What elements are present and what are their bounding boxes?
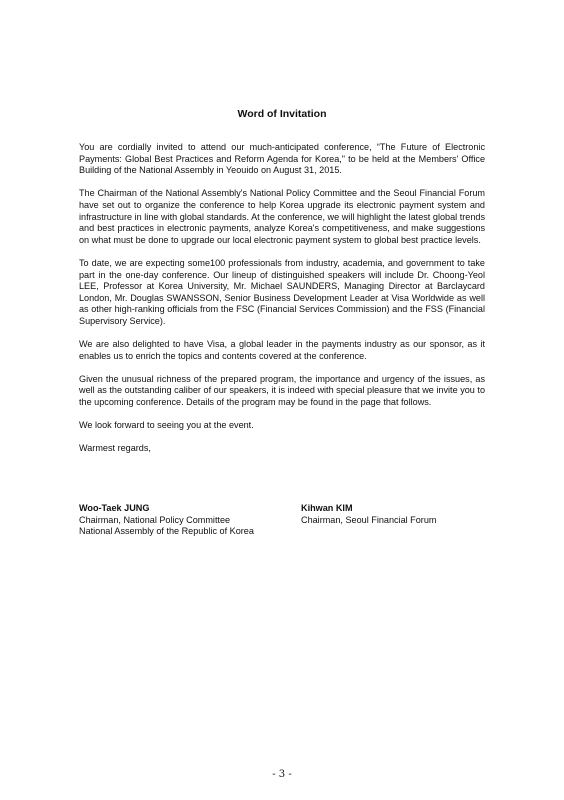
paragraph-closing: We look forward to seeing you at the event. bbox=[79, 420, 254, 431]
signatory-organization: National Assembly of the Republic of Korea bbox=[79, 526, 254, 537]
signatory-name: Woo-Taek JUNG bbox=[79, 503, 150, 513]
paragraph-purpose: The Chairman of the National Assembly's National Policy Committee and the Seoul Financial Forum have set out to organize the conference to help Korea upgrade its electronic payment system and infrastructure in line with global standards. At the conference, we will highlight the latest global trends and best practices in electronic payments, analyze Korea's competitiveness, and make suggestions on what must be done to upgrade our local electronic payment system to global best practice levels. bbox=[79, 188, 485, 245]
signatory-jung bbox=[79, 503, 254, 538]
paragraph-intro: You are cordially invited to attend our much-anticipated conference, “The Future of Electronic Payments: Global Best Practices and Reform Agenda for Korea," to be held at the Members' Office Building of the National Assembly in Yeouido on August 31, 2015. bbox=[79, 142, 485, 176]
invitation-body bbox=[79, 142, 485, 467]
paragraph-regards: Warmest regards, bbox=[79, 443, 151, 454]
paragraph-program: Given the unusual richness of the prepared program, the importance and urgency of the issues, as well as the outstanding caliber of our speakers, it is indeed with special pleasure that we invite you to the upcoming conference. Details of the program may be found in the page that follows. bbox=[79, 373, 485, 408]
paragraph-sponsor: We are also delighted to have Visa, a global leader in the payments industry as our sponsor, as it enables us to enrich the topics and contents covered at the conference. bbox=[79, 339, 485, 361]
signatory-kim bbox=[301, 503, 436, 526]
document-title: Word of Invitation bbox=[237, 108, 327, 120]
paragraph-speakers: To date, we are expecting some100 professionals from industry, academia, and government to take part in the one-day conference. Our lineup of distinguished speakers will include Dr. Choong-Yeol LEE, Professor at Korea University, Mr. Michael SAUNDERS, Managing Director at Barclaycard London, Mr. Douglas SWANSSON, Senior Business Development Leader at Visa Worldwide as well as other high-ranking officials from the FSC (Financial Services Commission) and the FSS (Financial Supervisory Service). bbox=[79, 257, 485, 326]
page-number: - 3 - bbox=[272, 769, 292, 780]
signatory-title: Chairman, National Policy Committee bbox=[79, 514, 231, 525]
signatory-title: Chairman, Seoul Financial Forum bbox=[301, 514, 437, 525]
signatory-name: Kihwan KIM bbox=[301, 503, 353, 513]
